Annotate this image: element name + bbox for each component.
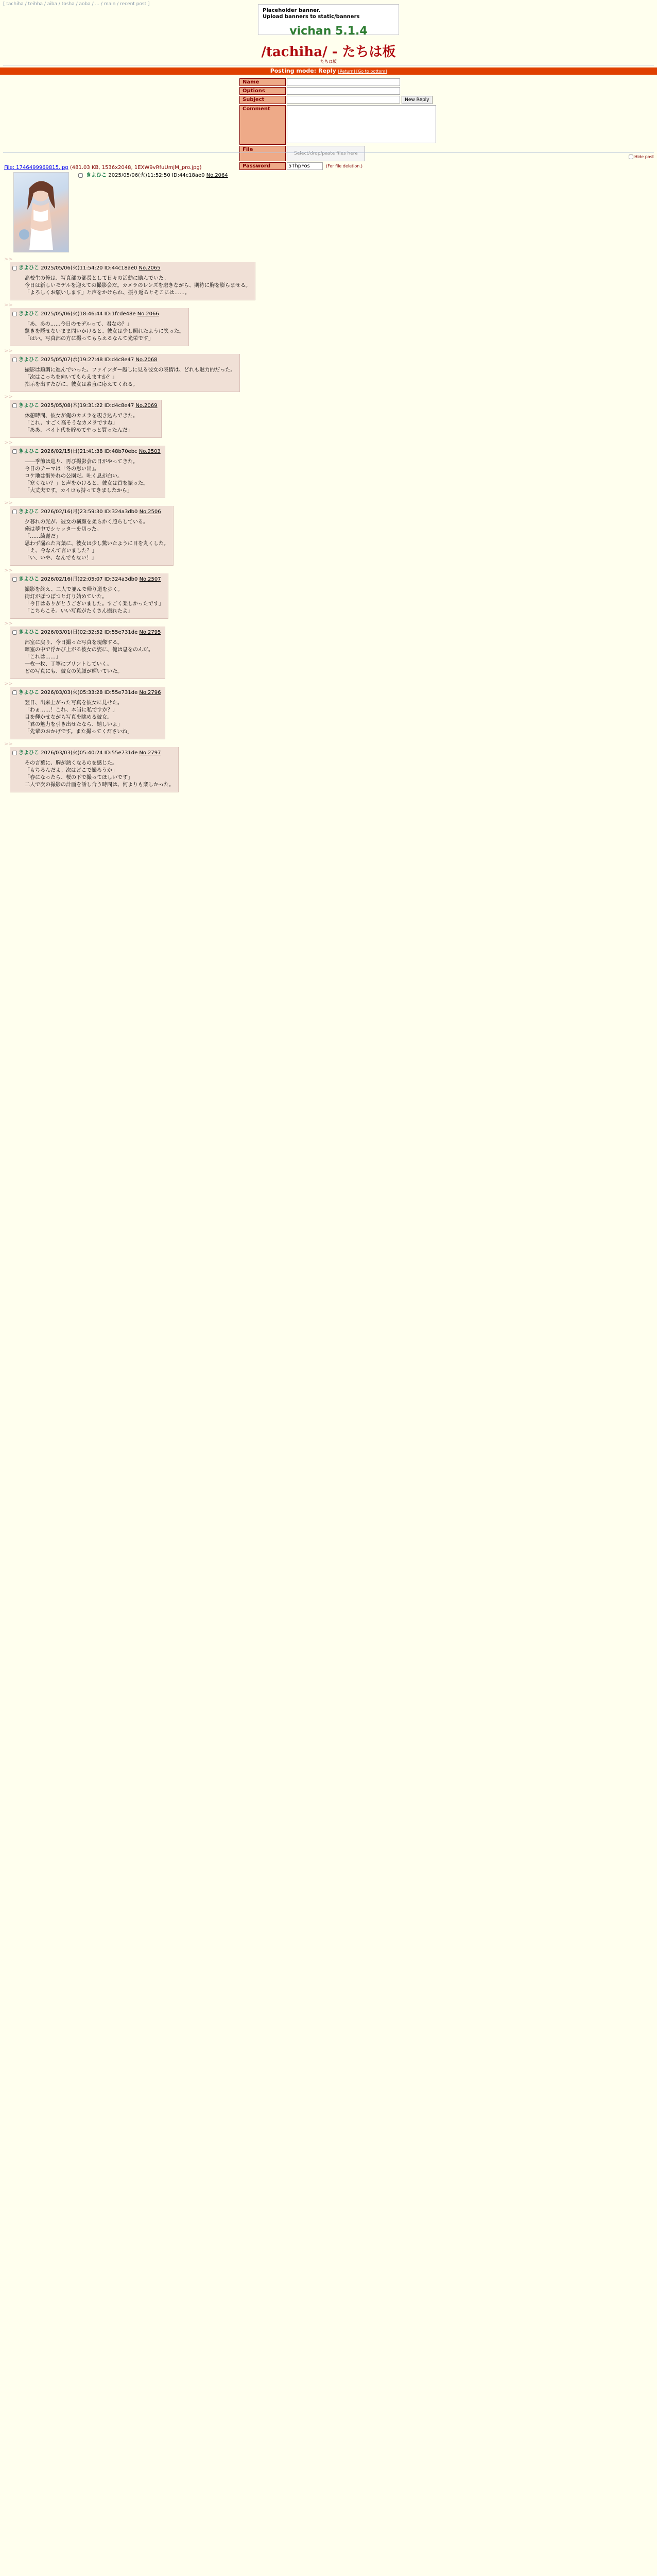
reply-date: 2025/05/06(火)11:54:20 <box>41 265 103 271</box>
file-label: File <box>239 146 286 161</box>
reply-arrow: >> <box>4 621 13 626</box>
reply-line: 暗室の中で浮かび上がる彼女の姿に、俺は息をのんだ。 <box>25 647 153 653</box>
op-file-meta: (481.03 KB, 1536x2048, 1EXW9vRfuUmjM_pro.jpg) <box>70 165 202 171</box>
reply-body <box>25 459 161 495</box>
reply-poster-name: きよひこ <box>19 577 39 582</box>
op-post <box>4 165 653 255</box>
reply-poster-id: ID:55e731de <box>104 750 138 756</box>
reply-select-checkbox[interactable] <box>12 577 17 582</box>
options-field[interactable] <box>287 87 400 95</box>
reply-post-number[interactable]: No.2503 <box>139 449 161 454</box>
reply-poster-name: きよひこ <box>19 449 39 454</box>
reply-header <box>12 628 161 635</box>
reply-body <box>25 367 235 388</box>
reply-line: 一枚一枚、丁寧にプリントしていく。 <box>25 662 112 667</box>
reply-body <box>25 321 184 343</box>
reply-header <box>12 355 235 363</box>
reply-post-number[interactable]: No.2796 <box>139 690 161 696</box>
reply-poster-name: きよひこ <box>19 690 39 696</box>
reply-poster-name: きよひこ <box>19 357 39 363</box>
reply-poster-name: きよひこ <box>19 311 39 317</box>
reply-body <box>25 639 161 675</box>
reply-arrow: >> <box>4 348 13 354</box>
reply-line: 夕暮れの光が、彼女の横顔を柔らかく照らしている。 <box>25 519 148 525</box>
reply-select-checkbox[interactable] <box>12 403 17 408</box>
reply-arrow: >> <box>4 302 13 308</box>
name-field[interactable] <box>287 78 400 86</box>
op-thumbnail-art <box>14 173 68 252</box>
reply-poster-id: ID:324a3db0 <box>104 509 138 515</box>
reply-body <box>25 760 174 789</box>
reply-line: 今日は新しいモデルを迎えての撮影会だ。カメラのレンズを磨きながら、期待に胸を膨らませる。 <box>25 283 251 289</box>
reply-select-checkbox[interactable] <box>12 510 17 514</box>
reply-select-checkbox[interactable] <box>12 690 17 695</box>
hide-post-checkbox[interactable] <box>629 155 633 159</box>
options-label: Options <box>239 87 286 95</box>
reply-post-number[interactable]: No.2069 <box>135 403 158 409</box>
reply-container <box>4 619 653 679</box>
reply-line: その言葉に、胸が熱くなるのを感じた。 <box>25 760 117 766</box>
banner-version: vichan 5.1.4 <box>289 25 368 38</box>
op-file-link[interactable]: File: 1746499969815.jpg <box>4 165 68 171</box>
reply-post <box>10 573 168 619</box>
reply-line: 「寒くない？」と声をかけると、彼女は首を振った。 <box>25 481 148 486</box>
reply-post-number[interactable]: No.2795 <box>139 630 161 635</box>
reply-line: 「……綺麗だ」 <box>25 534 61 539</box>
banner-line-2: Upload banners to static/banners <box>263 14 360 20</box>
reply-poster-id: ID:44c18ae0 <box>104 265 137 271</box>
reply-line: 撮影は順調に進んでいった。ファインダー越しに見る彼女の表情は、どれも魅力的だった。 <box>25 367 236 373</box>
reply-line: ロケ地は街外れの公園だ。吐く息が白い。 <box>25 473 123 479</box>
reply-select-checkbox[interactable] <box>12 630 17 635</box>
reply-post <box>10 446 165 498</box>
reply-body <box>25 586 164 615</box>
op-thumbnail[interactable] <box>13 172 69 252</box>
reply-select-checkbox[interactable] <box>12 312 17 316</box>
reply-post-number[interactable]: No.2797 <box>139 750 161 756</box>
reply-post <box>10 506 174 566</box>
reply-line: ――季節は巡り、再び撮影会の日がやってきた。 <box>25 459 138 465</box>
reply-container <box>4 679 653 739</box>
reply-header <box>12 263 251 271</box>
reply-poster-id: ID:d4c8e47 <box>104 403 134 409</box>
password-note: (For file deletion.) <box>326 164 363 168</box>
reply-arrow: >> <box>4 681 13 687</box>
reply-arrow: >> <box>4 568 13 573</box>
return-link[interactable]: [Return] [Go to bottom] <box>338 69 387 74</box>
reply-post-number[interactable]: No.2506 <box>139 509 161 515</box>
reply-date: 2026/03/03(火)05:33:28 <box>41 690 103 696</box>
reply-container <box>4 498 653 566</box>
reply-line: 休憩時間、彼女が俺のカメラを覗き込んできた。 <box>25 413 138 419</box>
reply-line: 「あ、あの……今日のモデルって、君なの？」 <box>25 321 132 327</box>
hide-post-label: Hide post <box>634 155 654 159</box>
op-post-header <box>4 171 653 178</box>
reply-arrow: >> <box>4 741 13 747</box>
reply-post <box>10 626 165 679</box>
reply-line: 「え、今なんて言いました？」 <box>25 548 97 554</box>
reply-line: 高校生の俺は、写真部の部長として日々の活動に励んでいた。 <box>25 276 169 281</box>
reply-poster-name: きよひこ <box>19 750 39 756</box>
reply-post <box>10 747 179 792</box>
reply-container <box>4 739 653 792</box>
reply-line: 「今日はありがとうございました。すごく楽しかったです」 <box>25 601 164 607</box>
reply-poster-name: きよひこ <box>19 403 39 409</box>
hide-post-toggle[interactable] <box>629 155 654 159</box>
reply-line: 「先輩のおかげです。また撮ってくださいね」 <box>25 729 133 735</box>
reply-header <box>12 401 157 409</box>
thread <box>4 165 653 792</box>
op-poster-name: きよひこ <box>86 173 107 178</box>
reply-list <box>4 255 653 792</box>
op-post-date: 2025/05/06(火)11:52:50 <box>108 173 170 178</box>
reply-line: 「春になったら、桜の下で撮ってほしいです」 <box>25 775 133 781</box>
reply-line: 「い、いや、なんでもない！」 <box>25 555 97 561</box>
comment-label: Comment <box>239 105 286 145</box>
reply-line: 「わぁ……！これ、本当に私ですか？」 <box>25 707 118 713</box>
subject-label: Subject <box>239 96 286 104</box>
posting-mode-label: Posting mode: Reply <box>270 67 336 74</box>
name-label: Name <box>239 78 286 86</box>
divider <box>3 152 654 153</box>
reply-poster-id: ID:55e731de <box>104 690 138 696</box>
comment-field[interactable] <box>287 105 436 143</box>
reply-line: 俺は夢中でシャッターを切った。 <box>25 527 102 532</box>
reply-header <box>12 574 164 582</box>
reply-date: 2026/03/03(火)05:40:24 <box>41 750 103 756</box>
op-select-checkbox[interactable] <box>78 173 83 178</box>
reply-line: 「はい。写真部の方に撮ってもらえるなんて光栄です」 <box>25 336 153 342</box>
reply-container <box>4 438 653 498</box>
reply-body <box>25 413 157 434</box>
reply-date: 2025/05/08(木)19:31:22 <box>41 403 103 409</box>
reply-line: どの写真にも、彼女の笑顔が輝いていた。 <box>25 669 123 674</box>
reply-container <box>4 392 653 438</box>
reply-poster-id: ID:48b70ebc <box>104 449 137 454</box>
new-reply-button[interactable]: New Reply <box>402 96 432 104</box>
reply-date: 2025/05/06(火)18:46:44 <box>41 311 103 317</box>
file-dropzone[interactable]: Select/drop/paste files here <box>287 146 365 161</box>
op-poster-id: ID:44c18ae0 <box>171 173 205 178</box>
op-post-number[interactable]: No.2064 <box>206 173 228 178</box>
reply-body <box>25 519 169 562</box>
board-title: /tachiha/ - たちは板 <box>261 44 396 60</box>
reply-header <box>12 748 174 756</box>
reply-post <box>10 354 240 392</box>
board-nav[interactable]: [ tachiha / teihha / aiba / tosha / aoba / ... / main / recent post ] <box>3 2 150 7</box>
reply-line: 「これは……」 <box>25 654 61 660</box>
board-subtitle: たちは板 <box>320 59 337 64</box>
reply-line: 「もちろんだよ。次はどこで撮ろうか」 <box>25 768 117 773</box>
reply-select-checkbox[interactable] <box>12 266 17 270</box>
reply-line: 二人で次の撮影の計画を話し合う時間は、何よりも楽しかった。 <box>25 782 174 788</box>
reply-poster-name: きよひこ <box>19 265 39 271</box>
reply-arrow: >> <box>4 394 13 400</box>
reply-line: 「こちらこそ。いい写真がたくさん撮れたよ」 <box>25 608 133 614</box>
reply-line: 「次はこっちを向いてもらえますか？」 <box>25 375 117 380</box>
reply-poster-id: ID:1fcde48e <box>104 311 136 317</box>
reply-header <box>12 507 169 515</box>
reply-header <box>12 447 161 454</box>
reply-post <box>10 262 255 300</box>
reply-line: 「よろしくお願いします」と声をかけられ、振り返るとそこには……。 <box>25 290 190 296</box>
reply-line: 撮影を終え、二人で並んで帰り道を歩く。 <box>25 587 123 592</box>
reply-date: 2025/05/07(水)19:27:48 <box>41 357 103 363</box>
reply-line: 思わず漏れた言葉に、彼女は少し驚いたように目を丸くした。 <box>25 541 169 547</box>
reply-post-number[interactable]: No.2066 <box>137 311 159 317</box>
placeholder-banner <box>258 4 399 38</box>
reply-line: 翌日、出来上がった写真を彼女に見せた。 <box>25 700 123 706</box>
reply-select-checkbox[interactable] <box>12 751 17 755</box>
reply-poster-id: ID:55e731de <box>104 630 138 635</box>
subject-field[interactable] <box>287 96 400 104</box>
reply-body <box>25 275 251 297</box>
reply-container <box>4 255 653 300</box>
reply-date: 2026/03/01(日)02:32:52 <box>41 630 103 635</box>
reply-poster-id: ID:d4c8e47 <box>104 357 134 363</box>
reply-date: 2026/02/15(日)21:41:38 <box>41 449 103 454</box>
reply-line: 「これ、すごく高そうなカメラですね」 <box>25 420 118 426</box>
reply-post <box>10 308 189 346</box>
reply-post <box>10 687 165 739</box>
reply-line: 今日のテーマは「冬の思い出」。 <box>25 466 99 472</box>
reply-arrow: >> <box>4 440 13 446</box>
reply-line: 驚きを隠せないまま問いかけると、彼女は少し照れたように笑った。 <box>25 329 184 334</box>
reply-header <box>12 688 161 696</box>
reply-post-number[interactable]: No.2065 <box>139 265 161 271</box>
reply-poster-id: ID:324a3db0 <box>104 577 138 582</box>
reply-date: 2026/02/16(月)23:59:30 <box>41 509 103 515</box>
posting-mode-bar <box>0 67 657 75</box>
reply-body <box>25 700 161 736</box>
reply-line: 街灯がぽつぽつと灯り始めていた。 <box>25 594 107 600</box>
reply-post <box>10 400 162 438</box>
reply-select-checkbox[interactable] <box>12 358 17 362</box>
reply-post-number[interactable]: No.2507 <box>139 577 161 582</box>
reply-header <box>12 309 184 317</box>
reply-container <box>4 300 653 346</box>
reply-container <box>4 346 653 392</box>
reply-arrow: >> <box>4 257 13 262</box>
reply-line: 「ああ、バイト代を貯めてやっと買ったんだ」 <box>25 428 133 433</box>
reply-line: 「君の魅力を引き出せたなら、嬉しいよ」 <box>25 722 123 727</box>
reply-container <box>4 566 653 619</box>
reply-line: 部室に戻り、今日撮った写真を現像する。 <box>25 640 123 646</box>
reply-date: 2026/02/16(月)22:05:07 <box>41 577 103 582</box>
post-form <box>238 77 437 171</box>
reply-post-number[interactable]: No.2068 <box>135 357 158 363</box>
reply-line: 目を輝かせながら写真を眺める彼女。 <box>25 715 112 720</box>
reply-arrow: >> <box>4 500 13 506</box>
op-file-info <box>4 165 653 171</box>
reply-poster-name: きよひこ <box>19 509 39 515</box>
reply-line: 指示を出すたびに、彼女は素直に応えてくれる。 <box>25 382 138 387</box>
password-label: Password <box>239 162 286 170</box>
reply-line: 「大丈夫です。カイロも持ってきましたから」 <box>25 488 132 494</box>
reply-select-checkbox[interactable] <box>12 449 17 454</box>
banner-line-1: Placeholder banner. <box>263 8 321 13</box>
reply-poster-name: きよひこ <box>19 630 39 635</box>
